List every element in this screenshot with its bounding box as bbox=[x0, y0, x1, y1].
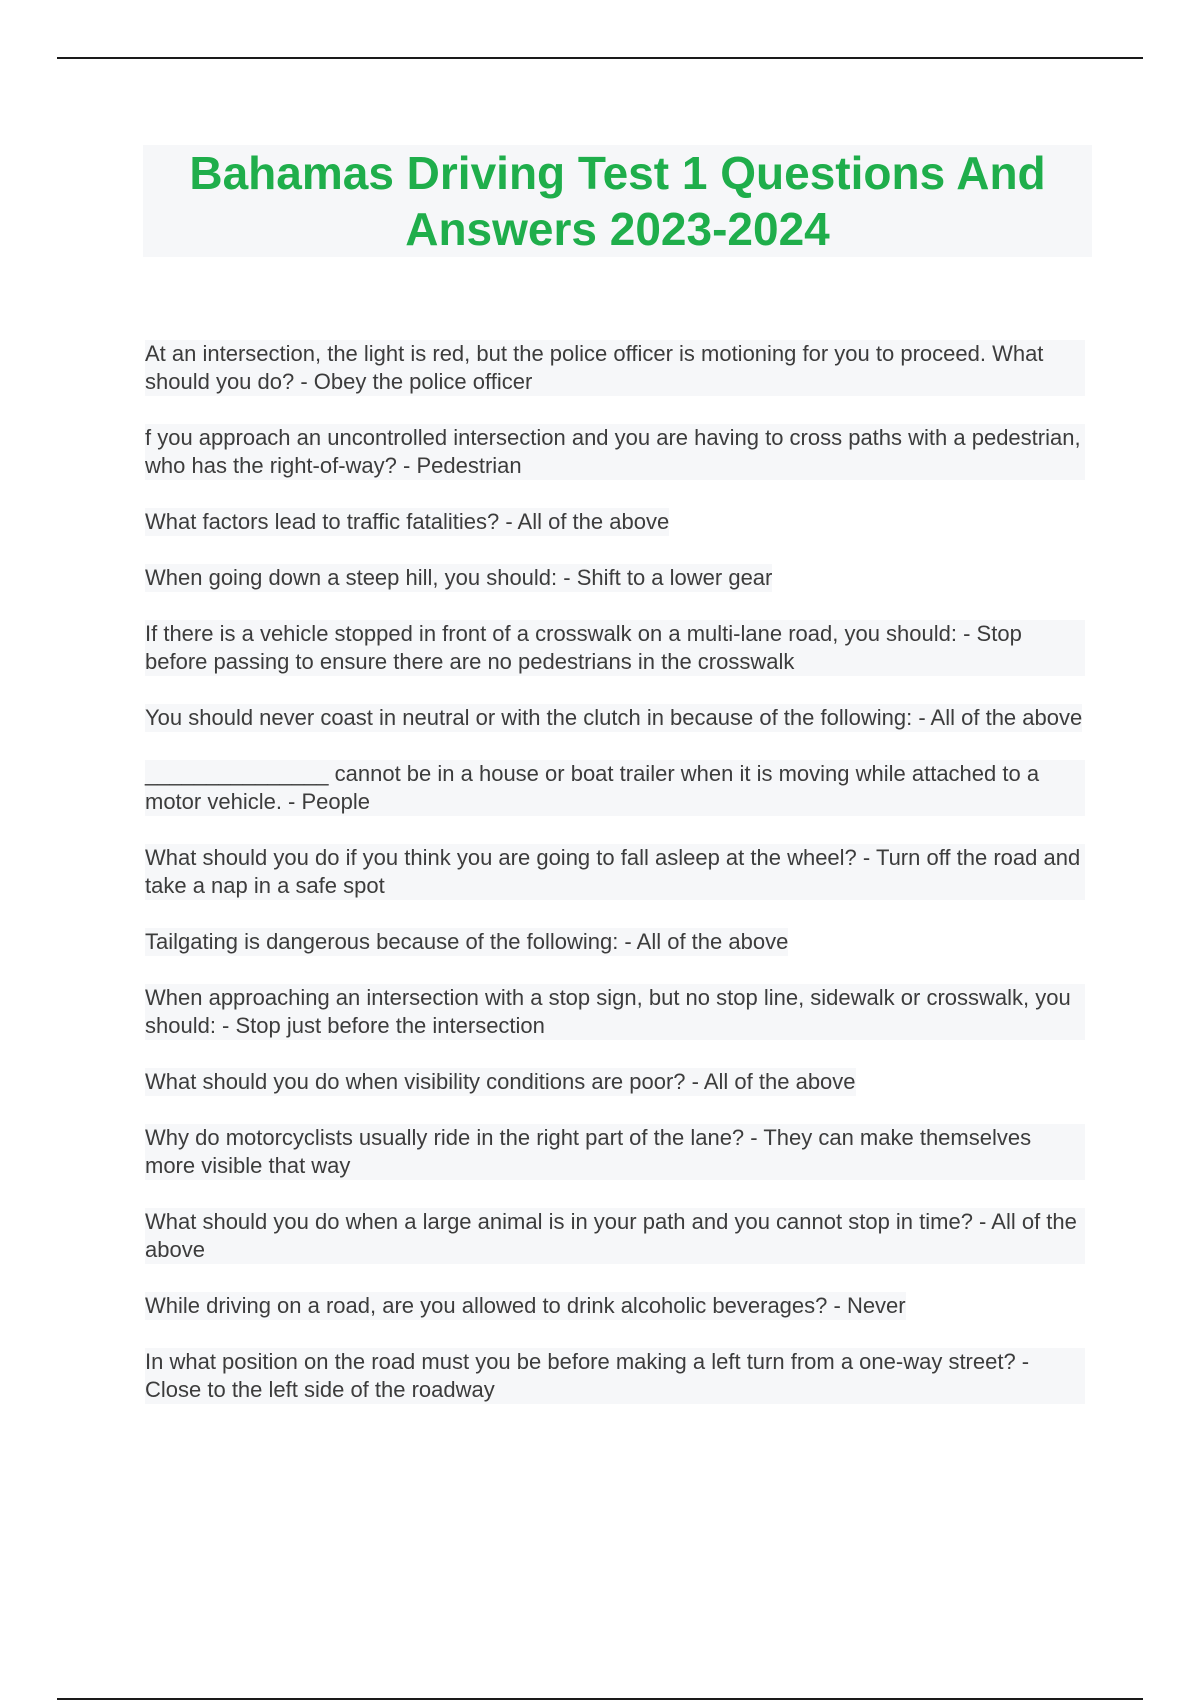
qa-item bbox=[145, 704, 1085, 732]
qa-item bbox=[145, 508, 1085, 536]
top-rule bbox=[57, 57, 1143, 59]
qa-text: Tailgating is dangerous because of the following: - All of the above bbox=[145, 929, 789, 954]
qa-item bbox=[145, 928, 1085, 956]
qa-text: Why do motorcyclists usually ride in the right part of the lane? - They can make themselves more visible that way bbox=[145, 1124, 1085, 1180]
qa-text: When approaching an intersection with a stop sign, but no stop line, sidewalk or crosswalk, you should: - Stop just before the intersection bbox=[145, 984, 1085, 1040]
qa-text: f you approach an uncontrolled intersection and you are having to cross paths with a pedestrian, who has the right-of-way? - Pedestrian bbox=[145, 424, 1085, 480]
qa-text: At an intersection, the light is red, but the police officer is motioning for you to proceed. What should you do? - Obey the police officer bbox=[145, 340, 1085, 396]
qa-text: If there is a vehicle stopped in front of a crosswalk on a multi-lane road, you should: - Stop before passing to ensure there are no pedestrians in the crosswalk bbox=[145, 620, 1085, 676]
qa-item bbox=[145, 1292, 1085, 1320]
qa-item bbox=[145, 620, 1085, 676]
qa-item bbox=[145, 564, 1085, 592]
qa-item bbox=[145, 844, 1085, 900]
qa-item bbox=[145, 424, 1085, 480]
qa-text: _______________ cannot be in a house or boat trailer when it is moving while attached to a motor vehicle. - People bbox=[145, 760, 1085, 816]
qa-item bbox=[145, 1068, 1085, 1096]
title-box bbox=[143, 145, 1092, 257]
qa-text: When going down a steep hill, you should: - Shift to a lower gear bbox=[145, 565, 773, 590]
qa-item bbox=[145, 340, 1085, 396]
qa-item bbox=[145, 984, 1085, 1040]
qa-list bbox=[145, 340, 1085, 1432]
qa-text: You should never coast in neutral or with the clutch in because of the following: - All of the above bbox=[145, 705, 1083, 730]
qa-text: What should you do if you think you are going to fall asleep at the wheel? - Turn off the road and take a nap in a safe spot bbox=[145, 844, 1085, 900]
qa-text: While driving on a road, are you allowed to drink alcoholic beverages? - Never bbox=[145, 1293, 906, 1318]
qa-item bbox=[145, 760, 1085, 816]
qa-text: What should you do when a large animal is in your path and you cannot stop in time? - All of the above bbox=[145, 1208, 1085, 1264]
qa-text: In what position on the road must you be before making a left turn from a one-way street? - Close to the left side of the roadway bbox=[145, 1348, 1085, 1404]
qa-item bbox=[145, 1208, 1085, 1264]
document-title: Bahamas Driving Test 1 Questions And Answers 2023-2024 bbox=[189, 147, 1046, 255]
qa-item bbox=[145, 1348, 1085, 1404]
qa-item bbox=[145, 1124, 1085, 1180]
qa-text: What factors lead to traffic fatalities? - All of the above bbox=[145, 509, 670, 534]
qa-text: What should you do when visibility conditions are poor? - All of the above bbox=[145, 1069, 856, 1094]
